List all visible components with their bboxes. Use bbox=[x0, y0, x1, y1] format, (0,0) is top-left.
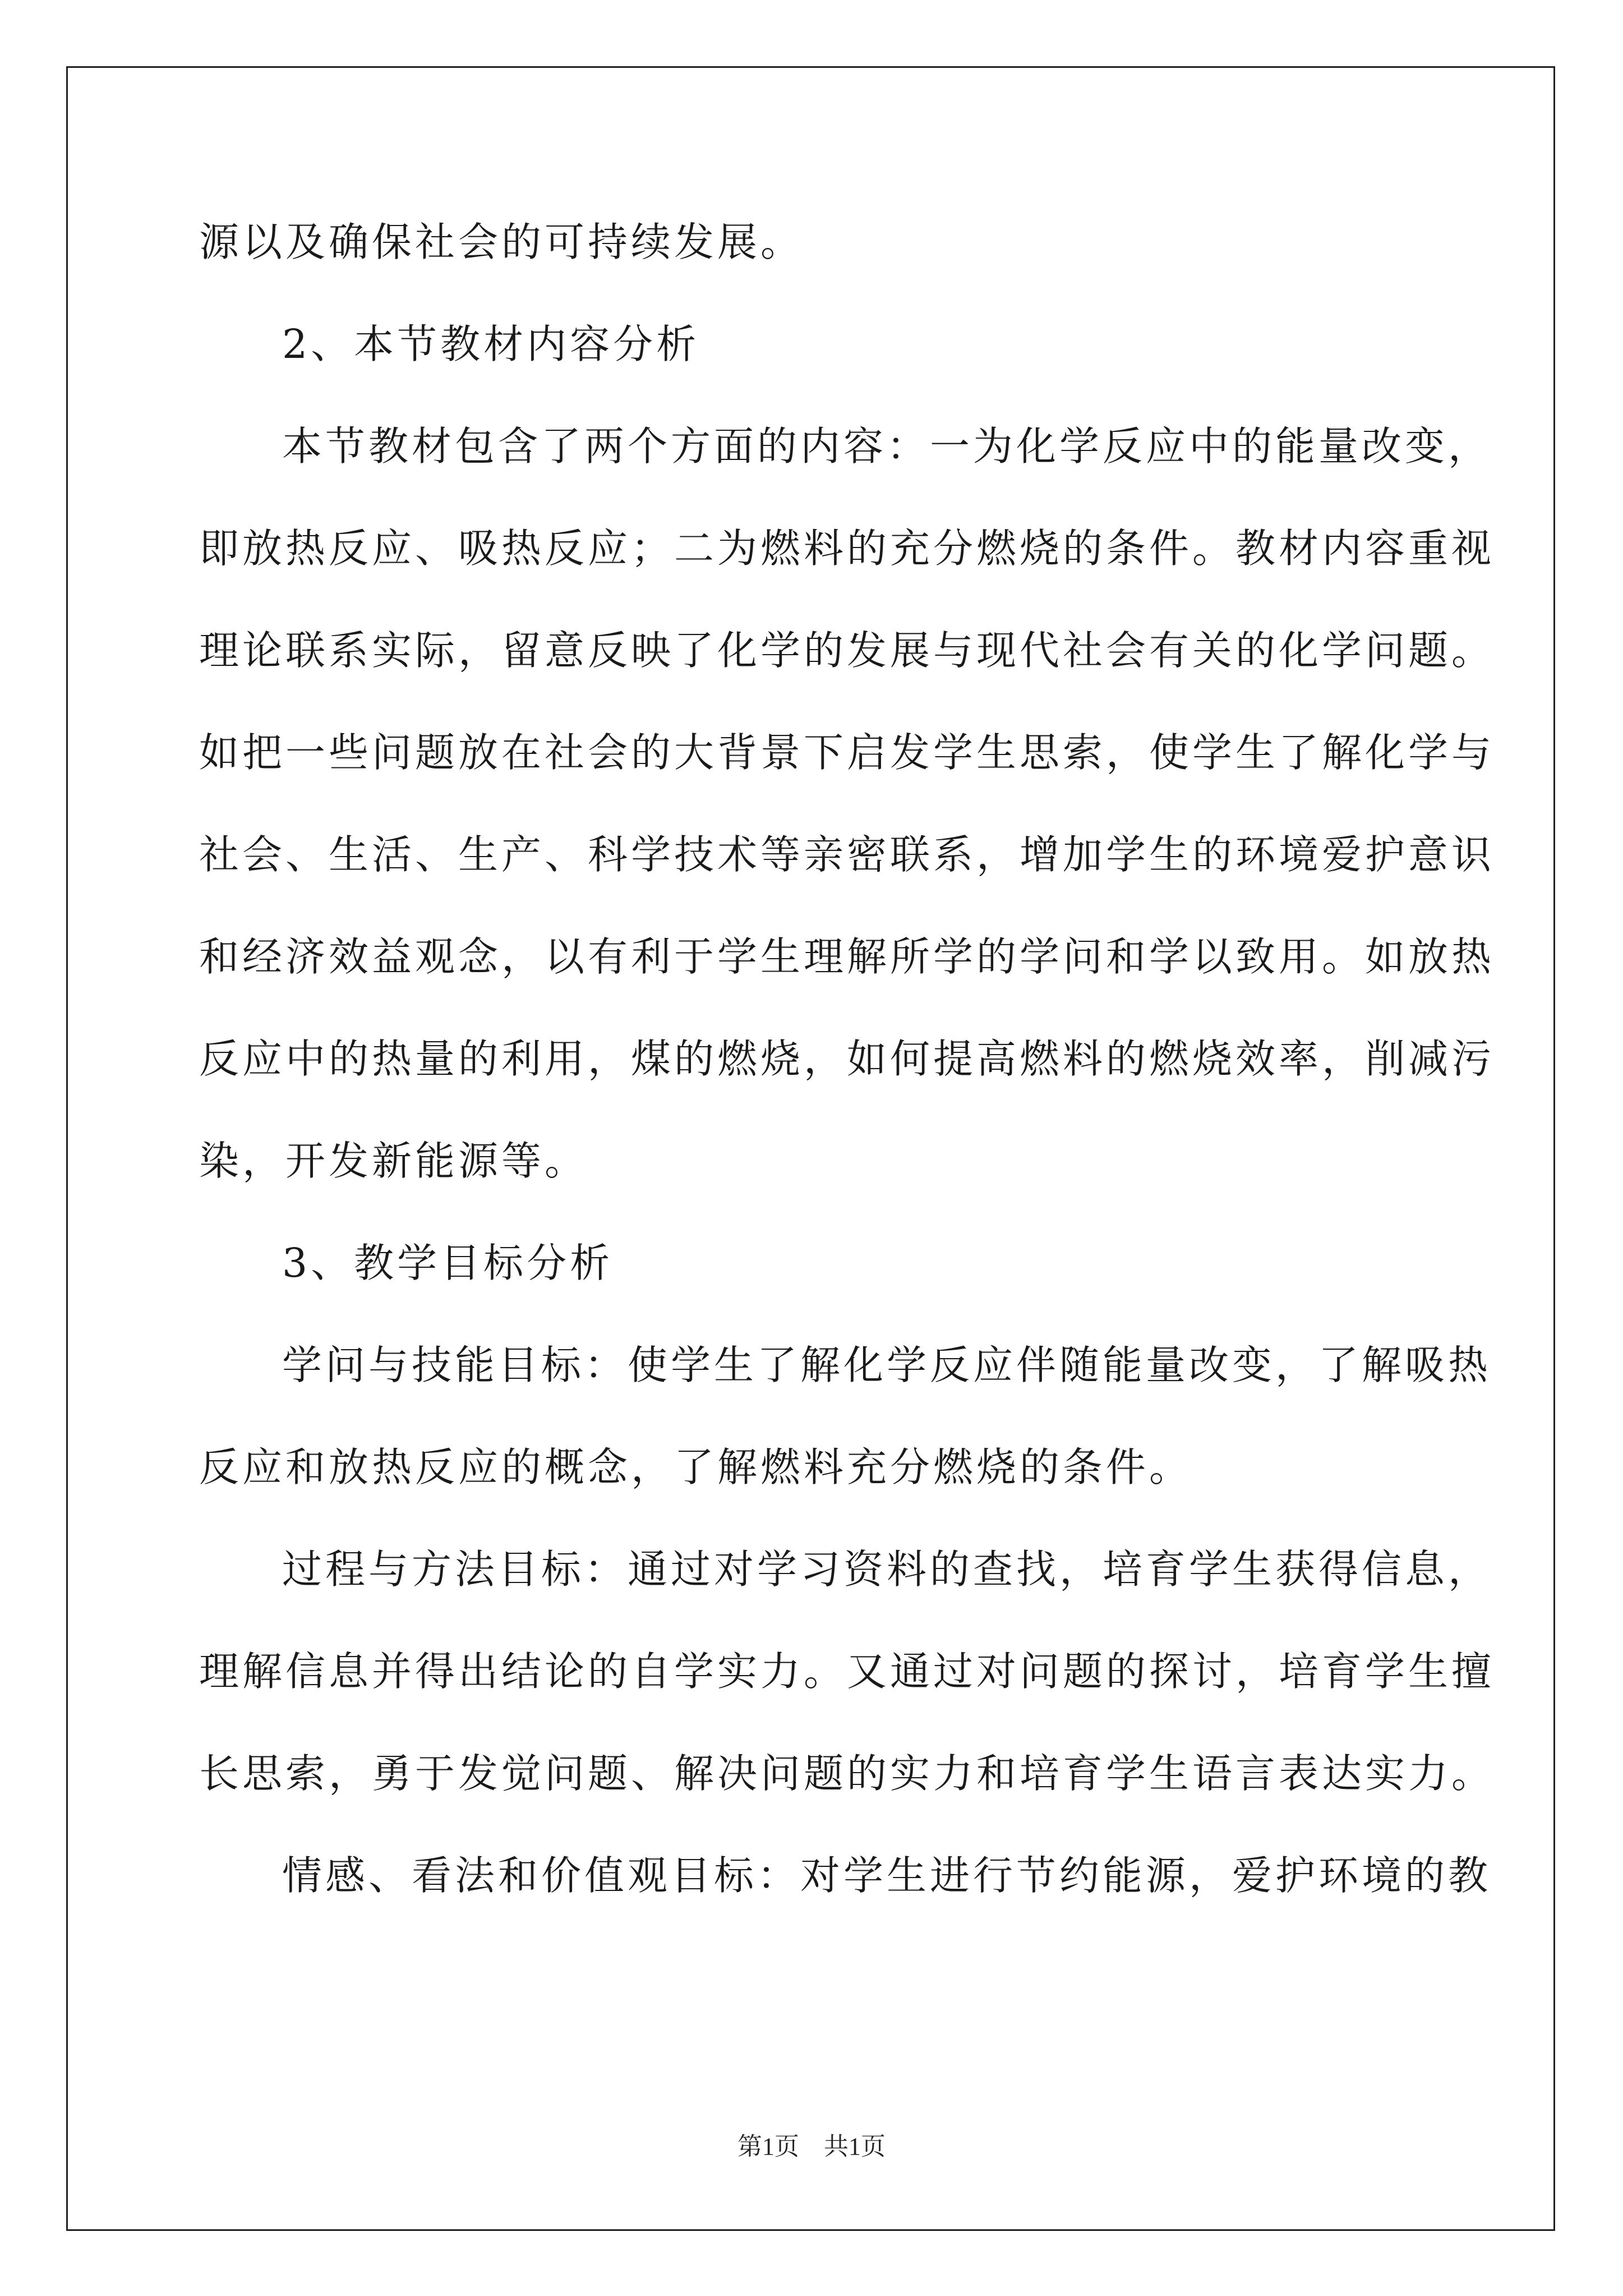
text-line: 染，开发新能源等。 bbox=[199, 1138, 588, 1184]
text-line: 学问与技能目标：使学生了解化学反应伴随能量改变，了解吸热 bbox=[282, 1342, 1492, 1388]
text-line: 理论联系实际，留意反映了化学的发展与现代社会有关的化学问题。 bbox=[199, 627, 1495, 674]
text-line: 社会、生活、生产、科学技术等亲密联系，增加学生的环境爱护意识 bbox=[199, 831, 1495, 878]
text-line: 反应中的热量的利用，煤的燃烧，如何提高燃料的燃烧效率，削减污 bbox=[199, 1036, 1495, 1082]
text-line: 长思索，勇于发觉问题、解决问题的实力和培育学生语言表达实力。 bbox=[199, 1750, 1495, 1797]
section-heading: 3、教学目标分析 bbox=[282, 1240, 614, 1286]
text-line: 情感、看法和价值观目标：对学生进行节约能源，爱护环境的教 bbox=[282, 1852, 1492, 1899]
text-line: 理解信息并得出结论的自学实力。又通过对问题的探讨，培育学生擅 bbox=[199, 1648, 1495, 1695]
document-body bbox=[199, 209, 1495, 1944]
section-heading: 2、本节教材内容分析 bbox=[282, 321, 700, 367]
text-line: 反应和放热反应的概念，了解燃料充分燃烧的条件。 bbox=[199, 1444, 1193, 1490]
text-line: 过程与方法目标：通过对学习资料的查找，培育学生获得信息， bbox=[282, 1546, 1492, 1593]
text-line: 本节教材包含了两个方面的内容：一为化学反应中的能量改变， bbox=[282, 423, 1492, 470]
text-line: 如把一些问题放在社会的大背景下启发学生思索，使学生了解化学与 bbox=[199, 729, 1495, 776]
text-line: 源以及确保社会的可持续发展。 bbox=[199, 219, 804, 265]
text-line: 和经济效益观念，以有利于学生理解所学的学问和学以致用。如放热 bbox=[199, 933, 1495, 980]
text-line: 即放热反应、吸热反应；二为燃料的充分燃烧的条件。教材内容重视 bbox=[199, 525, 1495, 572]
page-number-footer: 第1页 共1页 bbox=[737, 2133, 886, 2160]
